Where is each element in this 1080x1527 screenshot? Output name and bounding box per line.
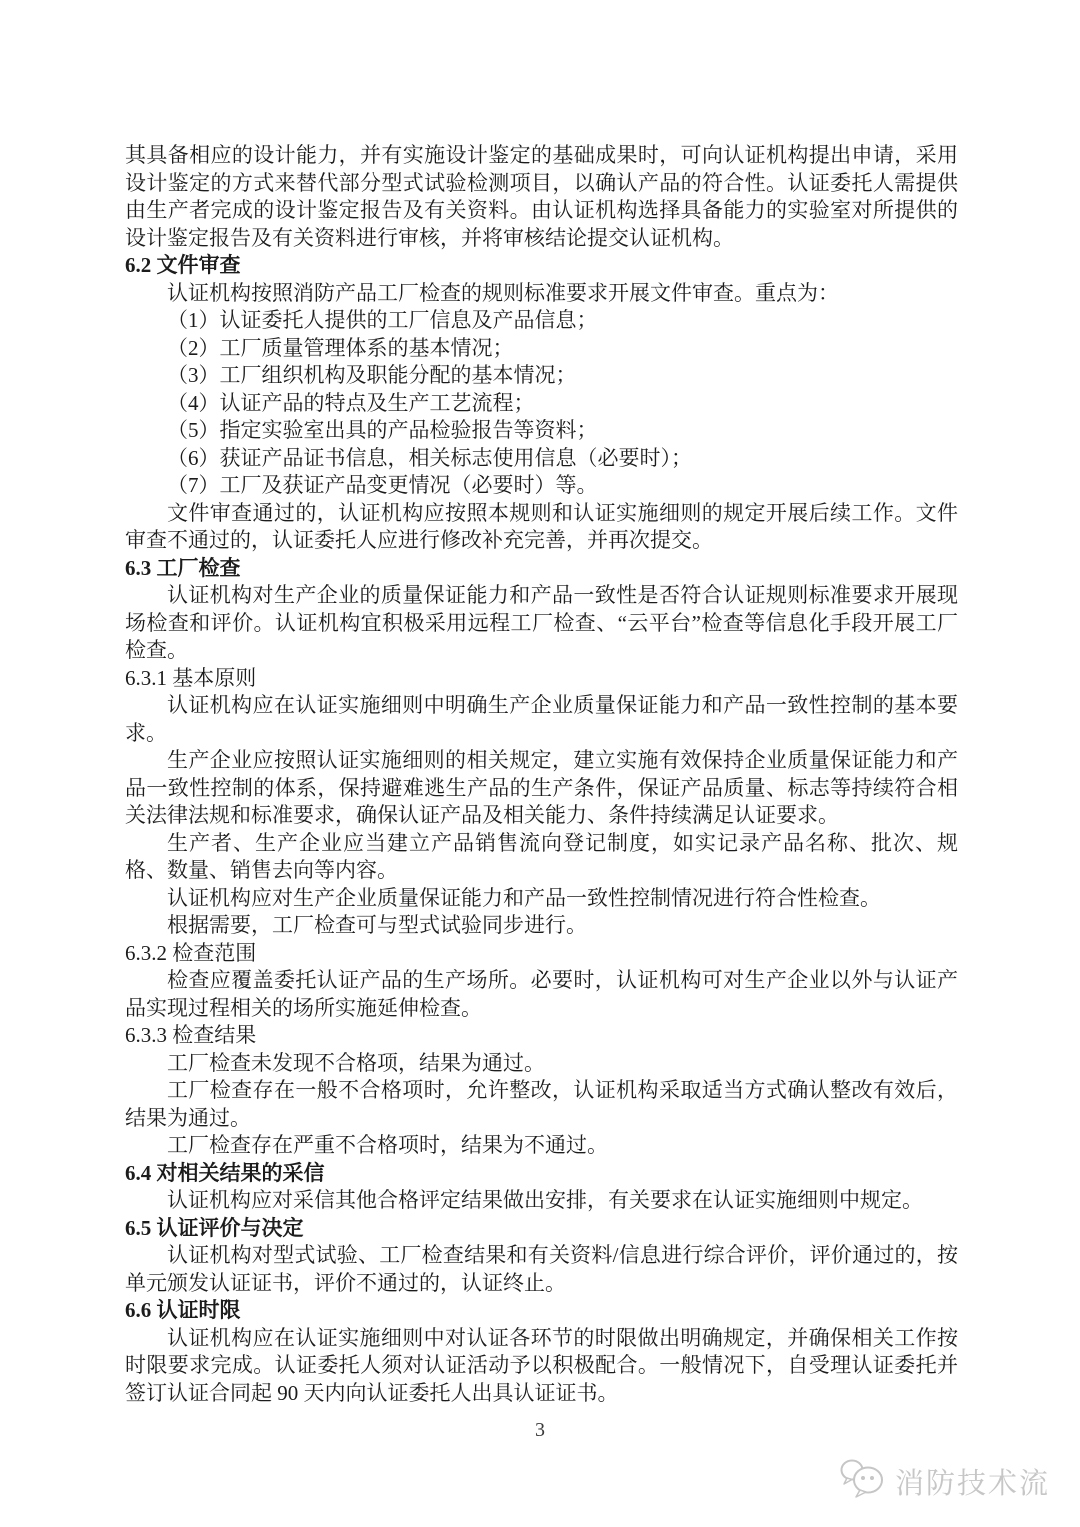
list-item: （2）工厂质量管理体系的基本情况； xyxy=(167,335,514,360)
paragraph: 根据需要，工厂检查可与型式试验同步进行。 xyxy=(167,913,587,937)
paragraph: 工厂检查未发现不合格项，结果为通过。 xyxy=(167,1050,545,1075)
paragraph: 认证机构对生产企业的质量保证能力和产品一致性是否符合认证规则标准要求开展现场检查和评价。认证机构宜积极采用远程工厂检查、“云平台”检查等信息化手段开展工厂检查。 xyxy=(125,583,958,662)
watermark-label: 消防技术流 xyxy=(894,1468,1050,1500)
paragraph: 认证机构对型式试验、工厂检查结果和有关资料/信息进行综合评价，评价通过的，按单元颁发认证证书，评价不通过的，认证终止。 xyxy=(125,1243,958,1295)
list-item: （4）认证产品的特点及生产工艺流程； xyxy=(167,390,535,415)
subsection-heading: 6.3.2 检查范围 xyxy=(125,940,257,965)
wechat-icon xyxy=(839,1458,887,1505)
section-heading: 6.5 认证评价与决定 xyxy=(125,1215,304,1240)
paragraph: 文件审查通过的，认证机构应按照本规则和认证实施细则的规定开展后续工作。文件审查不通过的，认证委托人应进行修改补充完善，并再次提交。 xyxy=(125,500,958,552)
paragraph: 认证机构应对采信其他合格评定结果做出安排，有关要求在认证实施细则中规定。 xyxy=(167,1188,923,1212)
document-body xyxy=(125,142,958,1407)
paragraph: 认证机构应在认证实施细则中明确生产企业质量保证能力和产品一致性控制的基本要求。 xyxy=(125,693,958,745)
paragraph: 生产者、生产企业应当建立产品销售流向登记制度，如实记录产品名称、批次、规格、数量、销售去向等内容。 xyxy=(125,830,958,882)
list-item: （6）获证产品证书信息，相关标志使用信息（必要时）； xyxy=(167,445,692,470)
page-number: 3 xyxy=(535,1419,545,1441)
section-heading: 6.4 对相关结果的采信 xyxy=(125,1160,325,1185)
paragraph: 工厂检查存在一般不合格项时，允许整改，认证机构采取适当方式确认整改有效后，结果为通过。 xyxy=(125,1078,958,1130)
section-heading: 6.2 文件审查 xyxy=(125,253,241,277)
list-item: （7）工厂及获证产品变更情况（必要时）等。 xyxy=(167,473,598,497)
paragraph: 认证机构按照消防产品工厂检查的规则标准要求开展文件审查。重点为： xyxy=(167,280,839,305)
paragraph: 检查应覆盖委托认证产品的生产场所。必要时，认证机构可对生产企业以外与认证产品实现过程相关的场所实施延伸检查。 xyxy=(125,968,958,1020)
watermark xyxy=(839,1458,1050,1505)
list-item: （1）认证委托人提供的工厂信息及产品信息； xyxy=(167,308,598,332)
paragraph: 工厂检查存在严重不合格项时，结果为不通过。 xyxy=(167,1133,608,1157)
subsection-heading: 6.3.3 检查结果 xyxy=(125,1023,257,1047)
paragraph: 生产企业应按照认证实施细则的相关规定，建立实施有效保持企业质量保证能力和产品一致性控制的体系，保持避难逃生产品的生产条件，保证产品质量、标志等持续符合相关法律法规和标准要求，确保认证产品及相关能力、条件持续满足认证要求。 xyxy=(125,748,958,827)
subsection-heading: 6.3.1 基本原则 xyxy=(125,665,257,690)
paragraph: 认证机构应对生产企业质量保证能力和产品一致性控制情况进行符合性检查。 xyxy=(167,885,881,910)
paragraph: 认证机构应在认证实施细则中对认证各环节的时限做出明确规定，并确保相关工作按时限要求完成。认证委托人须对认证活动予以积极配合。一般情况下，自受理认证委托并签订认证合同起 90 天内向认证委托人出具认证证书。 xyxy=(125,1325,958,1405)
list-item: （3）工厂组织机构及职能分配的基本情况； xyxy=(167,363,577,387)
section-heading: 6.6 认证时限 xyxy=(125,1298,241,1322)
section-heading: 6.3 工厂检查 xyxy=(125,555,241,580)
paragraph-continuation: 其具备相应的设计能力，并有实施设计鉴定的基础成果时，可向认证机构提出申请，采用设计鉴定的方式来替代部分型式试验检测项目，以确认产品的符合性。认证委托人需提供由生产者完成的设计鉴定报告及有关资料。由认证机构选择具备能力的实验室对所提供的设计鉴定报告及有关资料进行审核，并将审核结论提交认证机构。 xyxy=(125,143,958,250)
list-item: （5）指定实验室出具的产品检验报告等资料； xyxy=(167,418,598,442)
